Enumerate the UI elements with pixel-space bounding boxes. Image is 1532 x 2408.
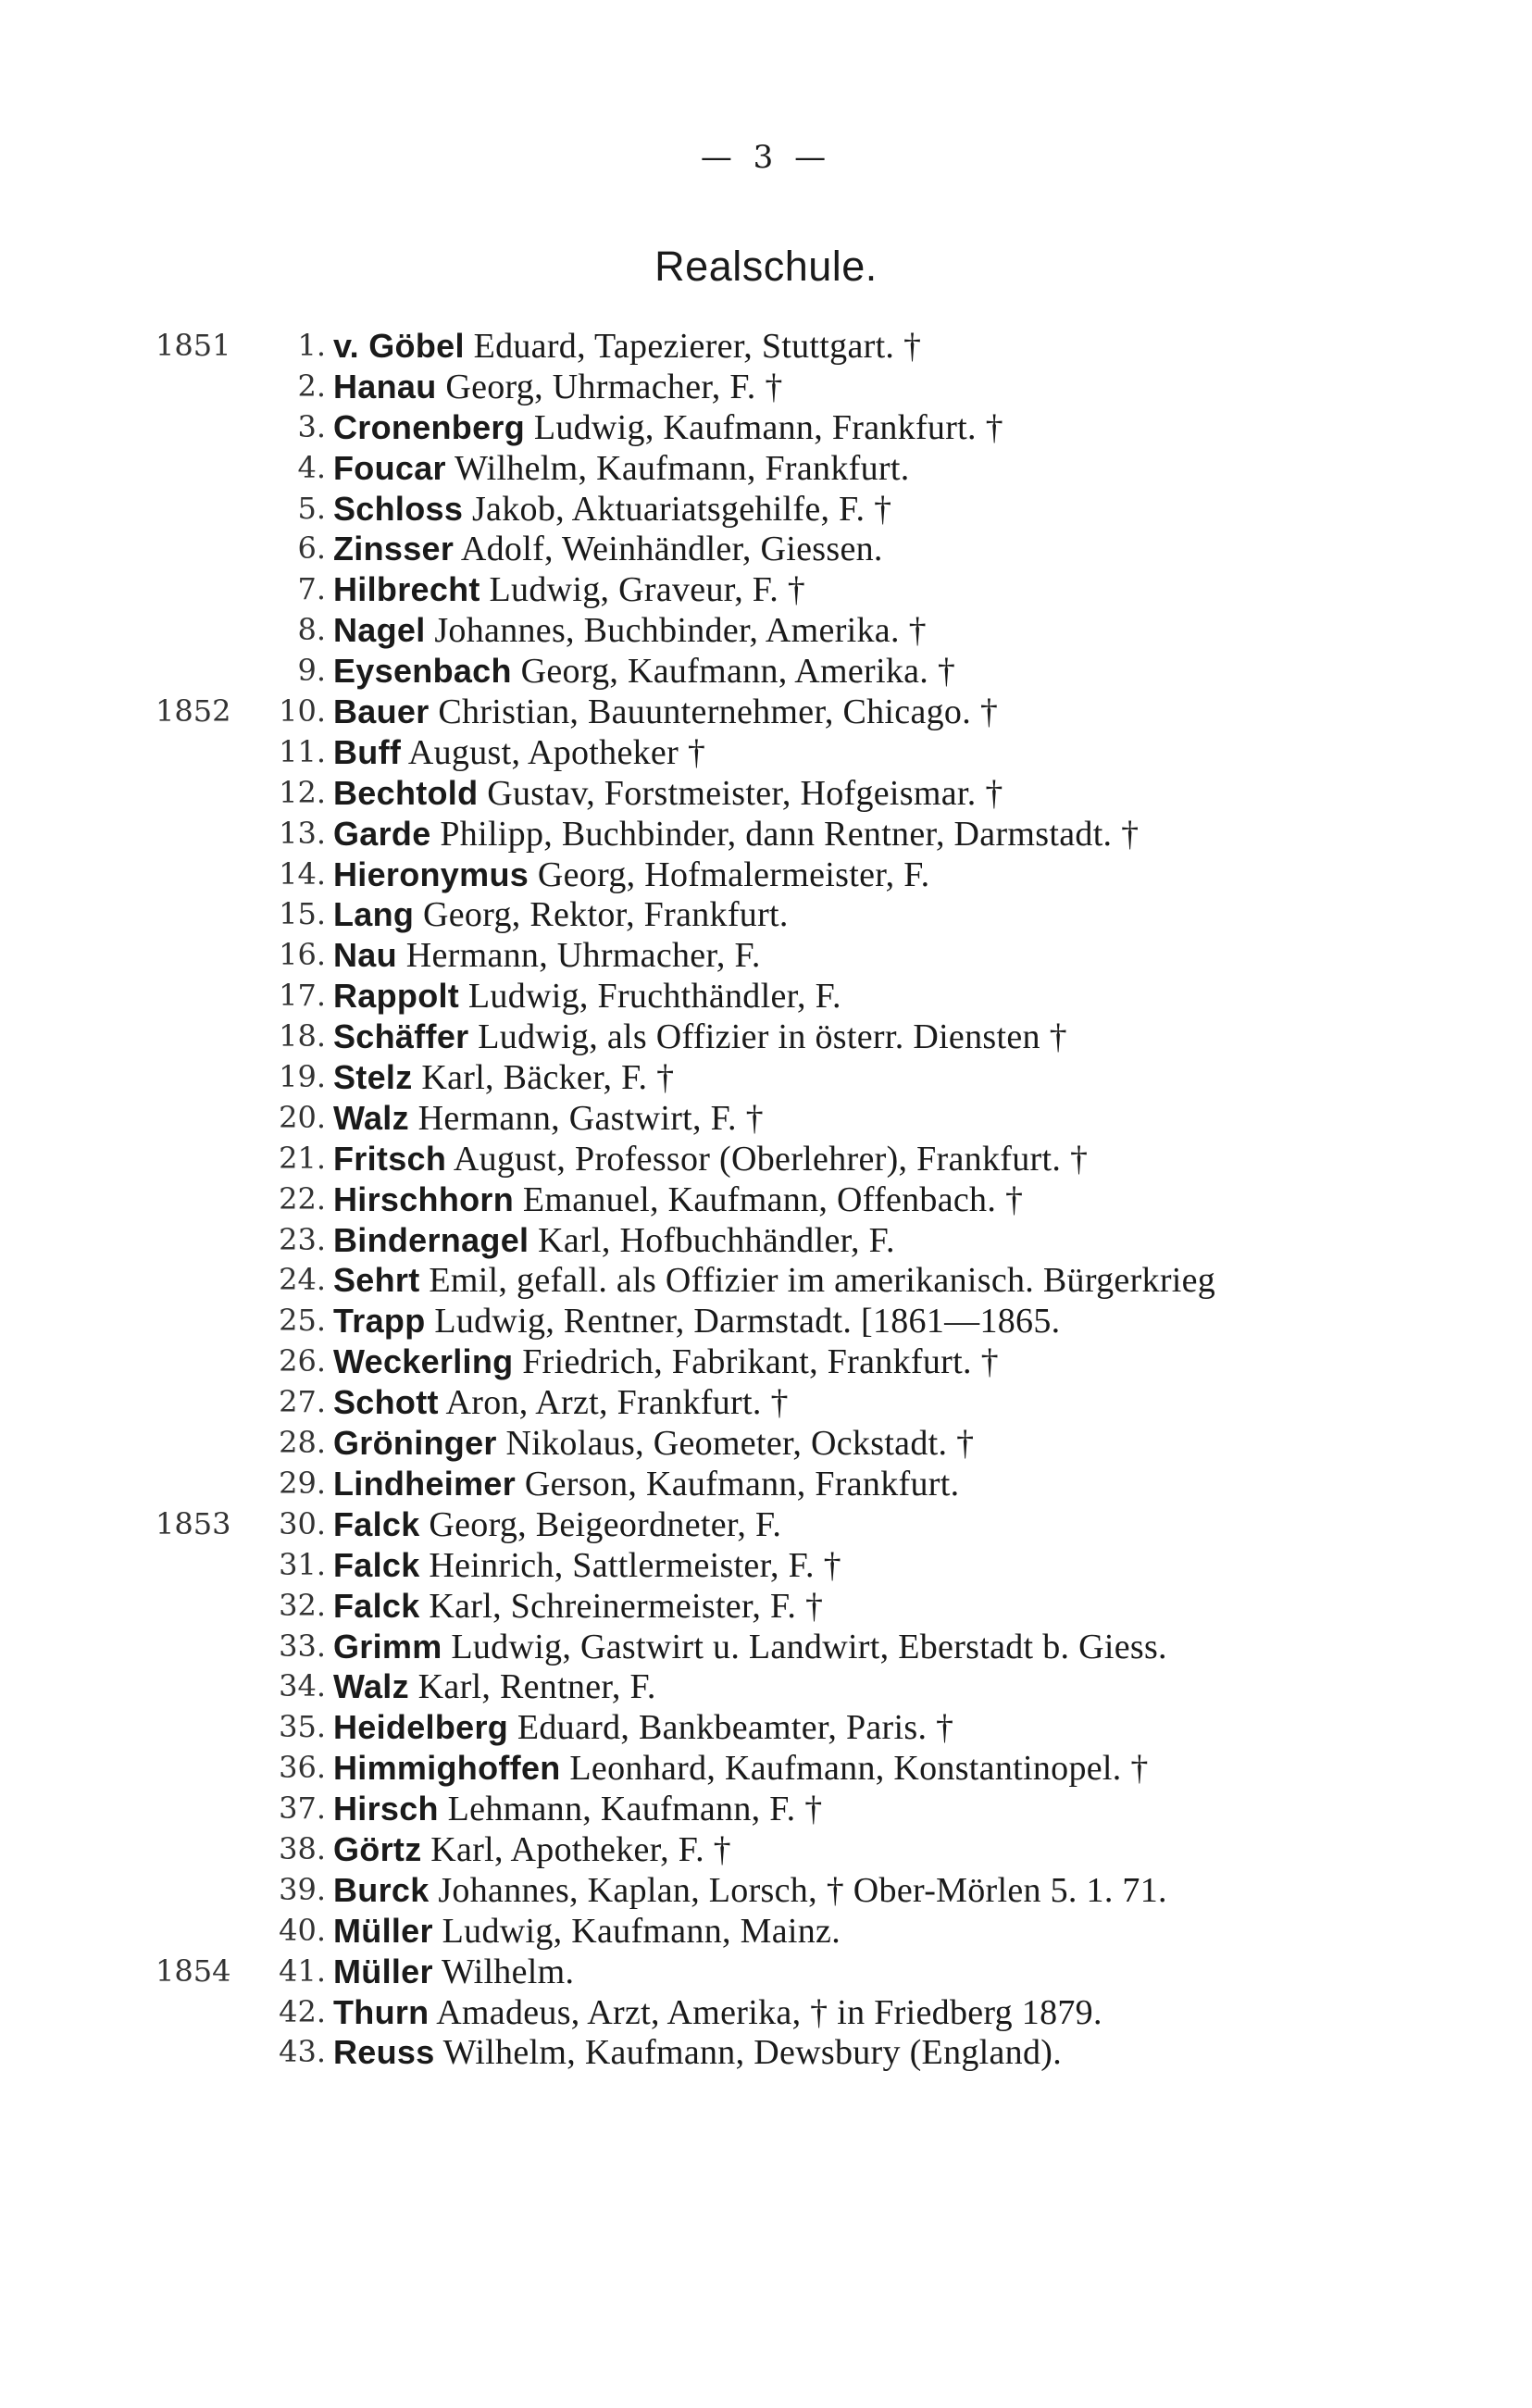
list-item <box>0 1666 1532 1707</box>
entry-text <box>333 1911 841 1953</box>
entry-surname: Hirschhorn <box>333 1179 515 1218</box>
entry-details: Emil, gefall. als Offizier im amerikanisch. Bürgerkrieg <box>419 1261 1216 1301</box>
entry-text <box>333 489 891 530</box>
entry-details: Philipp, Buchbinder, dann Rentner, Darmstadt. † <box>430 814 1140 854</box>
list-item <box>0 1992 1532 2033</box>
entry-text <box>333 1789 823 1830</box>
entry-surname: Foucar <box>333 448 446 487</box>
entry-text <box>333 1220 895 1262</box>
entry-surname: Eysenbach <box>333 652 512 691</box>
entry-details: Wilhelm, Kaufmann, Frankfurt. <box>445 448 910 488</box>
list-item <box>0 1870 1532 1911</box>
entry-surname: Nau <box>333 936 397 975</box>
entry-surname: Buff <box>333 732 402 771</box>
entry-text <box>333 651 955 692</box>
entry-text <box>333 1057 674 1099</box>
entry-surname: Nagel <box>333 611 426 650</box>
entry-details: Georg, Beigeordneter, F. <box>419 1504 782 1544</box>
entry-year: 1853 <box>156 1505 231 1541</box>
entry-surname: Walz <box>333 1667 409 1706</box>
entry-number: 16. <box>279 937 326 973</box>
entry-surname: Himmighoffen <box>333 1749 561 1788</box>
entry-number: 38. <box>279 1830 326 1866</box>
entry-details: Hermann, Gastwirt, F. † <box>408 1098 764 1138</box>
entry-text <box>333 569 805 611</box>
entry-surname: Zinsser <box>333 530 455 568</box>
entry-number: 20. <box>279 1099 326 1135</box>
entry-details: Karl, Apotheker, F. † <box>421 1829 731 1869</box>
entry-text <box>333 610 927 652</box>
entry-surname: Falck <box>333 1545 420 1584</box>
entry-details: Amadeus, Arzt, Amerika, † in Friedberg 1879. <box>429 1992 1102 2032</box>
list-item <box>0 1748 1532 1789</box>
entry-surname: Burck <box>333 1870 430 1909</box>
entry-details: Gerson, Kaufmann, Frankfurt. <box>516 1464 960 1503</box>
entry-details: Karl, Hofbuchhändler, F. <box>529 1220 895 1260</box>
entry-surname: Lang <box>333 895 415 934</box>
entry-text <box>333 1098 764 1140</box>
entry-number: 6. <box>297 530 326 567</box>
entry-text <box>333 1586 823 1628</box>
list-item <box>0 732 1532 773</box>
entry-details: Christian, Bauunternehmer, Chicago. † <box>429 692 999 732</box>
entry-number: 13. <box>279 815 326 851</box>
entry-details: Eduard, Tapezierer, Stuttgart. † <box>464 327 922 366</box>
entry-text <box>333 935 761 977</box>
entry-number: 32. <box>279 1587 326 1623</box>
entry-number: 22. <box>279 1180 326 1216</box>
entry-text <box>333 1627 1167 1668</box>
entry-details: Georg, Hofmalermeister, F. <box>529 855 930 894</box>
entry-text <box>333 1748 1149 1790</box>
entry-text <box>333 1017 1067 1058</box>
entry-number: 30. <box>279 1505 326 1541</box>
entry-number: 11. <box>279 733 326 769</box>
list-item <box>0 407 1532 448</box>
list-item <box>0 1952 1532 1992</box>
entry-number: 18. <box>279 1018 326 1054</box>
entry-surname: Heidelberg <box>333 1708 509 1747</box>
list-item <box>0 1707 1532 1748</box>
entry-number: 8. <box>297 612 326 648</box>
entry-surname: Trapp <box>333 1302 426 1341</box>
entry-text <box>333 1139 1088 1180</box>
entry-surname: Falck <box>333 1586 420 1625</box>
entry-details: Karl, Rentner, F. <box>408 1667 656 1707</box>
list-item <box>0 935 1532 976</box>
entry-text <box>333 1829 731 1871</box>
entry-details: Georg, Rektor, Frankfurt. <box>414 895 789 935</box>
entry-details: Ludwig, Fruchthändler, F. <box>459 977 841 1017</box>
entry-surname: Fritsch <box>333 1139 447 1178</box>
entry-number: 35. <box>279 1709 326 1745</box>
list-item <box>0 651 1532 692</box>
entry-year: 1851 <box>156 328 231 363</box>
entry-text <box>333 529 883 570</box>
entry-surname: Schäffer <box>333 1017 469 1056</box>
entry-surname: v. Göbel <box>333 327 465 365</box>
page-number: — 3 — <box>700 139 832 176</box>
entry-surname: Cronenberg <box>333 407 526 446</box>
list-item <box>0 1423 1532 1464</box>
entry-surname: Stelz <box>333 1058 413 1097</box>
entry-year: 1854 <box>156 1953 231 1989</box>
entry-details: Hermann, Uhrmacher, F. <box>396 936 761 976</box>
entry-surname: Müller <box>333 1952 433 1990</box>
entry-details: Georg, Uhrmacher, F. † <box>436 367 783 406</box>
entry-surname: Thurn <box>333 1992 430 2031</box>
list-item <box>0 569 1532 610</box>
entry-text <box>333 814 1139 855</box>
entry-surname: Gröninger <box>333 1424 497 1463</box>
entry-number: 28. <box>279 1425 326 1461</box>
entry-number: 5. <box>297 490 326 526</box>
entry-surname: Rappolt <box>333 977 460 1016</box>
entry-text <box>333 1464 959 1505</box>
entry-number: 4. <box>297 449 326 485</box>
list-item <box>0 855 1532 895</box>
entry-number: 42. <box>279 1993 326 2029</box>
entry-number: 3. <box>297 408 326 444</box>
list-item <box>0 1057 1532 1098</box>
entry-details: Eduard, Bankbeamter, Paris. † <box>508 1708 954 1748</box>
entry-details: August, Apotheker † <box>401 732 706 772</box>
entry-text <box>333 407 1003 449</box>
list-item <box>0 1504 1532 1545</box>
entry-text <box>333 1423 974 1465</box>
entry-number: 10. <box>279 693 326 730</box>
list-item <box>0 489 1532 530</box>
entry-text <box>333 2032 1062 2074</box>
page-title: Realschule. <box>654 243 878 290</box>
entry-text <box>333 1992 1102 2034</box>
entry-text <box>333 1260 1215 1302</box>
entry-text <box>333 1341 999 1383</box>
entry-details: Leonhard, Kaufmann, Konstantinopel. † <box>560 1749 1149 1789</box>
entry-text <box>333 976 841 1017</box>
entry-text <box>333 692 998 733</box>
list-item <box>0 1341 1532 1382</box>
entry-details: Karl, Schreinermeister, F. † <box>419 1586 824 1626</box>
entry-text <box>333 894 789 936</box>
entry-details: Heinrich, Sattlermeister, F. † <box>419 1545 841 1585</box>
entry-details: Ludwig, Graveur, F. † <box>480 570 806 610</box>
entry-number: 26. <box>279 1343 326 1379</box>
list-item <box>0 976 1532 1017</box>
entry-number: 17. <box>279 978 326 1014</box>
list-item <box>0 1382 1532 1423</box>
entry-number: 7. <box>297 571 326 607</box>
list-item <box>0 1139 1532 1179</box>
entry-surname: Müller <box>333 1911 433 1950</box>
entry-number: 25. <box>279 1303 326 1339</box>
entry-text <box>333 773 1003 815</box>
entry-details: Ludwig, Kaufmann, Mainz. <box>432 1911 841 1951</box>
entry-text <box>333 1870 1167 1912</box>
list-item <box>0 692 1532 732</box>
entry-text <box>333 1504 781 1546</box>
entry-details: Ludwig, als Offizier in österr. Diensten † <box>468 1017 1067 1057</box>
list-item <box>0 2032 1532 2073</box>
entry-text <box>333 855 929 896</box>
entry-details: Karl, Bäcker, F. † <box>412 1058 675 1098</box>
entry-text <box>333 1707 953 1749</box>
list-item <box>0 1179 1532 1220</box>
list-item <box>0 1220 1532 1261</box>
list-item <box>0 448 1532 489</box>
entry-surname: Falck <box>333 1504 420 1543</box>
list-item <box>0 367 1532 407</box>
entry-number: 2. <box>297 368 326 404</box>
entry-details: Wilhelm. <box>432 1952 575 1991</box>
entry-surname: Sehrt <box>333 1261 420 1300</box>
entry-details: Ludwig, Rentner, Darmstadt. [1861—1865. <box>425 1302 1061 1341</box>
list-item <box>0 1627 1532 1667</box>
entry-details: Adolf, Weinhändler, Giessen. <box>454 530 883 569</box>
entry-surname: Hanau <box>333 367 437 405</box>
entry-number: 1. <box>297 328 326 363</box>
entry-details: Wilhelm, Kaufmann, Dewsbury (England). <box>434 2033 1063 2073</box>
entry-number: 19. <box>279 1059 326 1095</box>
entry-text <box>333 1952 574 1993</box>
entry-number: 31. <box>279 1546 326 1582</box>
entry-list <box>0 326 1532 2073</box>
entry-text <box>333 1666 656 1708</box>
entry-surname: Bechtold <box>333 773 479 812</box>
entry-details: August, Professor (Oberlehrer), Frankfurt. † <box>446 1139 1089 1179</box>
entry-number: 37. <box>279 1790 326 1827</box>
entry-surname: Weckerling <box>333 1342 514 1381</box>
list-item <box>0 1017 1532 1057</box>
list-item <box>0 894 1532 935</box>
list-item <box>0 610 1532 651</box>
list-item <box>0 1545 1532 1586</box>
entry-text <box>333 326 921 368</box>
entry-surname: Schott <box>333 1383 439 1422</box>
entry-surname: Schloss <box>333 489 464 528</box>
entry-text <box>333 1179 1023 1221</box>
entry-surname: Reuss <box>333 2033 435 2072</box>
entry-number: 24. <box>279 1262 326 1298</box>
entry-details: Lehmann, Kaufmann, F. † <box>438 1790 823 1829</box>
list-item <box>0 529 1532 569</box>
entry-surname: Bindernagel <box>333 1220 529 1259</box>
entry-surname: Görtz <box>333 1829 422 1868</box>
entry-surname: Lindheimer <box>333 1464 517 1503</box>
entry-number: 41. <box>279 1953 326 1989</box>
entry-surname: Hilbrecht <box>333 570 480 609</box>
list-item <box>0 1586 1532 1627</box>
entry-number: 43. <box>279 2034 326 2070</box>
list-item <box>0 814 1532 855</box>
entry-number: 15. <box>279 896 326 932</box>
entry-surname: Hieronymus <box>333 855 529 893</box>
entry-text <box>333 1545 841 1587</box>
entry-surname: Bauer <box>333 692 430 731</box>
entry-details: Friedrich, Fabrikant, Frankfurt. † <box>513 1342 999 1382</box>
entry-text <box>333 1382 789 1424</box>
entry-number: 29. <box>279 1465 326 1501</box>
entry-details: Georg, Kaufmann, Amerika. † <box>511 652 956 692</box>
entry-text <box>333 367 783 408</box>
entry-surname: Walz <box>333 1098 409 1137</box>
entry-surname: Garde <box>333 814 431 853</box>
entry-details: Johannes, Kaplan, Lorsch, † Ober-Mörlen 5. 1. 71. <box>429 1870 1167 1910</box>
entry-number: 23. <box>279 1221 326 1257</box>
entry-number: 27. <box>279 1384 326 1420</box>
list-item <box>0 1829 1532 1870</box>
list-item <box>0 1789 1532 1829</box>
entry-text <box>333 448 910 490</box>
entry-details: Gustav, Forstmeister, Hofgeismar. † <box>478 773 1003 813</box>
entry-details: Aron, Arzt, Frankfurt. † <box>438 1383 789 1423</box>
entry-details: Jakob, Aktuariatsgehilfe, F. † <box>463 489 892 529</box>
entry-details: Ludwig, Gastwirt u. Landwirt, Eberstadt b. Giess. <box>442 1627 1167 1666</box>
entry-number: 33. <box>279 1628 326 1664</box>
list-item <box>0 1301 1532 1341</box>
entry-surname: Grimm <box>333 1627 442 1666</box>
list-item <box>0 1260 1532 1301</box>
list-item <box>0 1464 1532 1504</box>
entry-details: Johannes, Buchbinder, Amerika. † <box>425 611 927 651</box>
entry-text <box>333 732 705 774</box>
entry-number: 12. <box>279 774 326 810</box>
list-item <box>0 326 1532 367</box>
entry-details: Nikolaus, Geometer, Ockstadt. † <box>496 1424 975 1464</box>
entry-details: Emanuel, Kaufmann, Offenbach. † <box>514 1179 1024 1219</box>
entry-number: 36. <box>279 1750 326 1786</box>
entry-surname: Hirsch <box>333 1790 439 1828</box>
list-item <box>0 1098 1532 1139</box>
list-item <box>0 1911 1532 1952</box>
entry-number: 14. <box>279 855 326 892</box>
entry-number: 34. <box>279 1668 326 1704</box>
entry-number: 39. <box>279 1871 326 1907</box>
entry-year: 1852 <box>156 693 231 730</box>
list-item <box>0 773 1532 814</box>
entry-details: Ludwig, Kaufmann, Frankfurt. † <box>525 407 1003 447</box>
entry-number: 9. <box>297 653 326 689</box>
entry-text <box>333 1301 1060 1342</box>
entry-number: 21. <box>279 1140 326 1176</box>
entry-number: 40. <box>279 1912 326 1948</box>
